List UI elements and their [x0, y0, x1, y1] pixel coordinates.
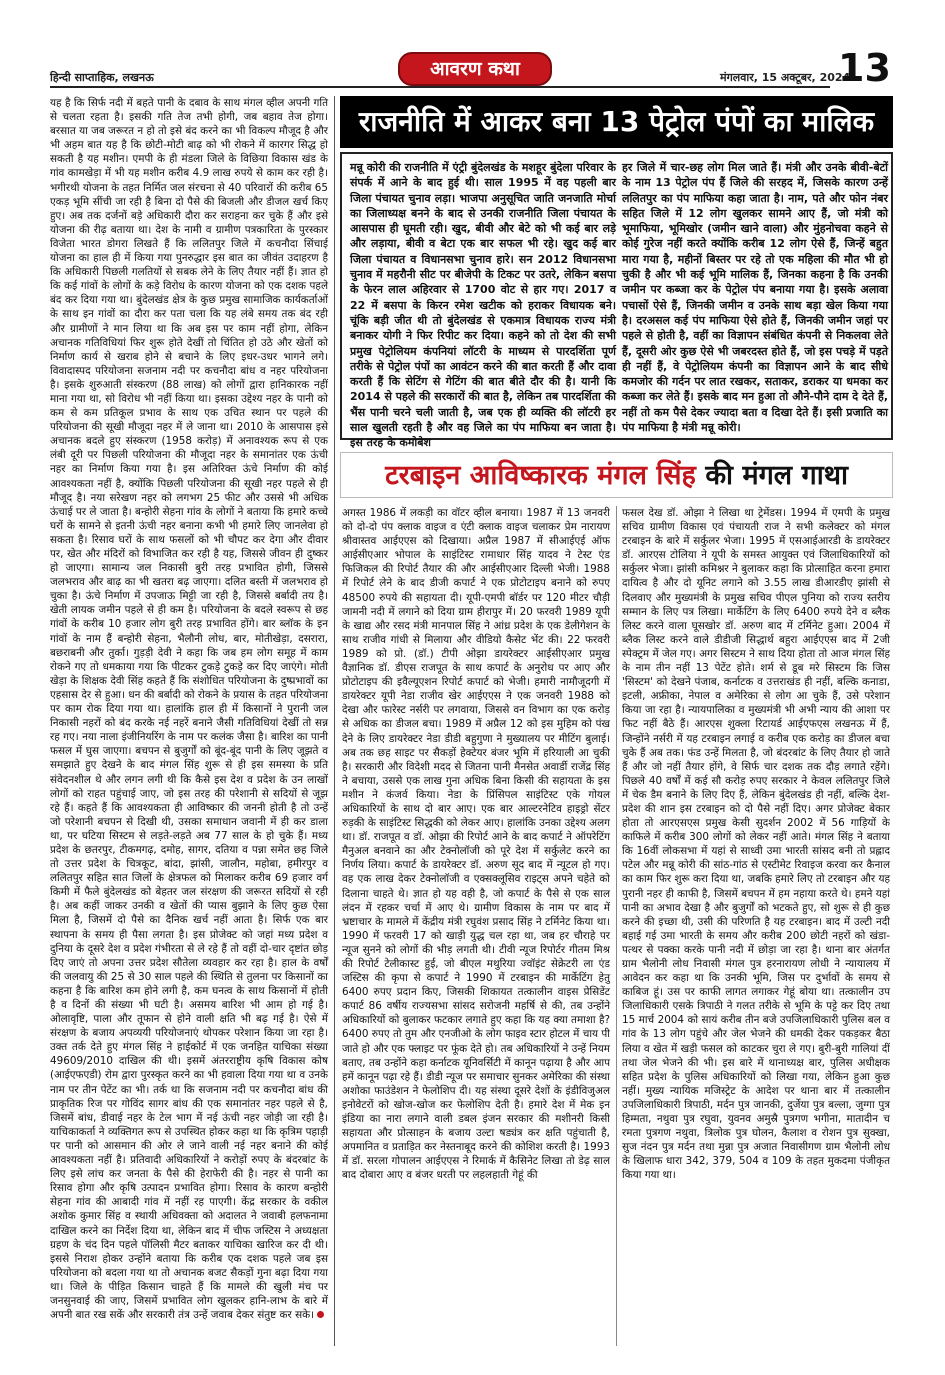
- story2-divider: [616, 506, 617, 1346]
- story1-col1: [350, 160, 616, 450]
- story1-col2-text: हर जिले में चार-छह लोग मिल जाते हैं। मंत्री और उनके बीवी-बेटों के नाम 13 पेट्रोल पंप हैं जिले की सरहद में, जिसके कारण उन्हें ललितपुर का पंप माफिया कहा जाता है। नाम, पते और फोन नंबर सहित जिले में 12 लोग खुलकर सामने आए हैं, जो मंत्री को भूमाफिया, भूमिखोर (जमीन खाने वाला) और मुंहनोचवा कहने से कोई गुरेज नहीं करते क्योंकि करीब 12 लोग ऐसे हैं, जिन्हें बहुत मारा गया है, महीनों बिस्तर पर रहे तो एक महिला की मौत भी हो चुकी है और भी कई भूमि मालिक हैं, जिनका कहना है कि उनकी जमीन पर कब्जा कर के पेट्रोल पंप बनाया गया है। इसके अलावा पचासों ऐसे हैं, जिनकी जमीन व उनके साथ बड़ा खेल किया गया है। दरअसल कई पंप माफिया ऐसे होते हैं, जिनकी जमीन जहां पर पहले से होती है, वहीं का विज्ञापन संबंधित कंपनी से निकलवा लेते हैं, दूसरी ओर कुछ ऐसे भी जबरदस्त होते हैं, जो इस पचड़े में पड़ते ही नहीं हैं, वे पेट्रोलियम कंपनी का विज्ञापन आने के बाद सीधे कमजोर की गर्दन पर लात रखकर, सताकर, डराकर या धमका कर कब्जा कर लेते हैं। इसके बाद मन हुआ तो औने-पौने दाम दे देते हैं, नहीं तो कम पैसे देकर ज्यादा बता व दिखा देते हैं। इसी प्रजाति का पंप माफिया है मंत्री मन्नू कोरी।: [622, 161, 888, 435]
- story2-col1: [342, 506, 610, 1346]
- story2-headline-part2: की मंगल गाथा: [705, 460, 848, 491]
- section-badge: आवरण कथा: [398, 52, 552, 86]
- story2-headline: [340, 452, 893, 498]
- story1-col1-text: मन्नू कोरी की राजनीति में एंट्री बुंदेलखंड के मशहूर बुंदेला परिवार के संपर्क में आने के बाद हुई थी। साल 1995 में वह पहली बार जिला पंचायत चुनाव लड़ा। भाजपा अनुसूचित जाति जनजाति मोर्चा का जिलाध्यक्ष बनने के बाद से उनकी राजनीति जिला पंचायत के आसपास ही घूमती रही। खुद, बीवी और बेटे को भी कई बार लड़े और लड़ाया, बीवी व बेटा एक बार सफल भी रहे। खुद कई बार जिला पंचायत व विधानसभा चुनाव हारे। सन 2012 विधानसभा चुनाव में महरौनी सीट पर बीजेपी के टिकट पर उतरे, लेकिन बसपा के फेरन लाल अहिरवार से 1700 वोट से हार गए। 2017 व 22 में बसपा के किरन रमेश खटीक को हराकर विधायक बने। चूंकि बड़ी जीत थी तो बुंदेलखंड से एकमात्र विधायक राज्य मंत्री बनाकर योगी ने फिर रिपीट कर दिया। कहने को तो देश की सभी प्रमुख पेट्रोलियम कंपनियां लॉटरी के माध्यम से पारदर्शिता पूर्ण तरीके से पेट्रोल पंपों का आवंटन करने की बात करती हैं और दावा करती हैं कि सेटिंग से गेटिंग की बात बीते दौर की है। यानी कि 2014 से पहले की सरकारों की बात है, लेकिन तब पारदर्शिता की भैंस पानी चरने चली जाती है, जब एक ही व्यक्ति की लॉटरी हर साल खुलती रहती है और वह जिले का पंप माफिया बन जाता है। इस तरह के कमोबेश: [350, 161, 616, 450]
- publication-label: हिन्दी साप्ताहिक, लखनऊ: [50, 71, 154, 84]
- story1-headline: राजनीति में आकर बना 13 पेट्रोल पंपों का मालिक: [340, 96, 893, 148]
- page-number: 13: [838, 46, 891, 90]
- masthead: [0, 0, 945, 88]
- story2-col2: [622, 506, 890, 1346]
- masthead-rule: [50, 86, 830, 88]
- left-column-text: यह है कि सिर्फ नदी में बहते पानी के दबाव के साथ मंगल व्हील अपनी गति से चलता रहता है। इसकी गति तेज तभी होगी, जब बहाव तेज होगा। बरसात या जब जरूरत न हो तो इसे बंद करने का भी विकल्प मौजूद है और भी अहम बात यह है कि छोटी-मोटी बाढ़ को भी रोकने में कारगर सिद्ध हो सकती है यह मशीन। एमपी के ही मंडला जिले के विछिया विकास खंड के गांव कामखेड़ा में भी यह मशीन करीब 4.9 लाख रुपये से काम कर रही है। भगीरथी योजना के तहत निर्मित जल संरचना से 40 परिवारों की करीब 65 एकड़ भूमि सींची जा रही है बिना दो पैसे की बिजली और डीजल खर्च किए हुए। अब तक दर्जनों बड़े अधिकारी दौरा कर सराहना कर चुके हैं और इसे योजना की रीढ़ बताया था। देश के नामी व ग्रामीण पत्रकारिता के पुरस्कार विजेता भारत डोगरा लिखते हैं कि ललितपुर जिले में कचनौदा सिंचाई योजना का हाल ही में किया गया पुनरुद्धार इस बात का जीवंत उदाहरण है कि अधिकारी पिछली गलतियों से सबक लेने के लिए तैयार नहीं हैं। ज्ञात हो कि कई गांवों के लोगों के कड़े विरोध के कारण योजना को एक दशक पहले बंद कर दिया गया था। बुंदेलखंड क्षेत्र के कुछ प्रमुख सामाजिक कार्यकर्ताओं के साथ इन गांवों का दौरा कर पता चला कि यह लंबे समय तक बंद रही और ग्रामीणों ने मान लिया था कि अब इस पर काम नहीं होगा, लेकिन अचानक गतिविधियां फिर शुरू होते देखीं तो चिंतित हो उठे और खेतों को निर्माण कार्य से खराब होने से बचाने के लिए इधर-उधर भागने लगे। विवादास्पद परियोजना सजनाम नदी पर कचनौदा बांध व नहर परियोजना है। इसके शुरुआती संस्करण (88 लाख) को लोगों द्वारा हानिकारक नहीं माना गया था, सो विरोध भी नहीं किया था। इसका उद्देश्य नहर के पानी को कम से कम प्रतिकूल प्रभाव के साथ एक उचित स्थान पर पहले की परियोजना की सूखी मौजूदा नहर में ले जाना था। 2010 के आसपास इसे अचानक बदले हुए संस्करण (1958 करोड़) में अनावश्यक रूप से एक लंबी दूरी पर पिछली परियोजना की मौजूदा नहर के समानांतर एक ऊंची नहर का निर्माण किया गया है। इस अतिरिक्त ऊंचे निर्माण की कोई आवश्यकता नहीं है, क्योंकि पिछली परियोजना की सूखी नहर पहले से ही मौजूद है। नया सरेखण नहर को लगभग 25 फीट और उससे भी अधिक ऊंचाई पर ले जाता है। बन्होरी सेहना गांव के लोगों ने बताया कि हमारे कच्चे घरों के सामने से इतनी ऊंची नहर बनाना कभी भी हमारे लिए जानलेवा हो सकता है। रिसाव घरों के साथ फसलों को भी चौपट कर देगा और दीवार पर, खेत और मंदिरों को विभाजित कर रही है यह, जिससे जीवन ही दुष्कर हो जाएगा। सामान्य जल निकासी बुरी तरह प्रभावित होगी, जिससे जलभराव और बाढ़ का भी खतरा बढ़ जाएगा। दलित बस्ती में जलभराव हो चुका है। ऊंचे निर्माण में उपजाऊ मिट्टी जा रही है, जिससे बर्बादी तय है। खेती लायक जमीन पहले से ही कम है। परियोजना के बदले स्वरूप से छह गांवों के करीब 10 हजार लोग बुरी तरह प्रभावित होंगे। बार ब्लॉक के इन गांवों के नाम हैं बन्होरी सेहना, भैलौनी लोध, बार, मोतीखेड़ा, दसरारा, बछराबनी और तुर्का। गुड़ड़ी देवी ने कहा कि जब हम लोग समूह में काम रोकने गए तो धमकाया गया कि पीटकर टुकड़े टुकड़े कर दिए जाएंगे। मोती खेड़ा के शिक्षक देवी सिंह कहते हैं कि संशोधित परियोजना के दुष्प्रभावों का एहसास देर से हुआ। धन की बर्बादी को रोकने के प्रयास के तहत परियोजना पर काम रोक दिया गया था। हालांकि हाल ही में किसानों ने पुरानी जल निकासी नहरों को बंद करके नई नहरें बनाने जैसी गतिविधियां देखीं तो सन्न रह गए। नया नाला इंजीनियरिंग के नाम पर कलंक जैसा है। बारिश का पानी फसल में घुस जाएगा। बचपन से बुजुर्गों को बूंद-बूंद पानी के लिए जूझते व समझाते हुए देखने के बाद मंगल सिंह शुरू से ही इस समस्या के प्रति संवेदनशील थे और लगन लगी थी कि कैसे इस देश व प्रदेश के उन लाखों लोगों को राहत पहुंचाई जाए, जो इस तरह की परेशानी से सदियों से जूझ रहे हैं। कहते हैं कि आवश्यकता ही आविष्कार की जननी होती है तो उन्हें जो परेशानी बचपन से दिखी थी, उसका समाधान जवानी में ही कर डाला था, पर घटिया सिस्टम से लड़ते-लड़ते अब 77 साल के हो चुके हैं। मध्य प्रदेश के छतरपुर, टीकमगढ़, दमोह, सागर, दतिया व पन्ना समेत छह जिले तो उत्तर प्रदेश के चित्रकूट, बांदा, झांसी, जालौन, महोबा, हमीरपुर व ललितपुर सहित सात जिलों के क्षेत्रफल को मिलाकर करीब 69 हजार वर्ग किमी में फैले बुंदेलखंड को बेहतर जल संरक्षण की जरूरत सदियों से रही है। अब कहीं जाकर उनकी व खेतों की प्यास बुझाने के लिए कुछ ऐसा मिला है, जिसमें दो पैसे का दैनिक खर्च नहीं आता है। सिर्फ एक बार स्थापना के समय ही पैसा लगता है। इस प्रोजेक्ट को जहां मध्य प्रदेश व दुनिया के दूसरे देश व प्रदेश गंभीरता से ले रहे हैं तो वहीं दो-चार दृष्टांत छोड़ दिए जाएं तो अपना उत्तर प्रदेश सौतेला व्यवहार कर रहा है। हाल के वर्षों की जलवायु की 25 से 30 साल पहले की स्थिति से तुलना पर किसानों का कहना है कि बारिश कम होने लगी है, कम घनत्व के साथ किसानों में होती है व दिनों की संख्या भी घटी है। असमय बारिश भी आम हो गई है। ओलावृष्टि, पाला और तूफान से होने वाली क्षति भी बढ़ गई है। ऐसे में संरक्षण के बजाय अपव्ययी परियोजनाएं थोपकर परेशान किया जा रहा है। उक्त तर्क देते हुए मंगल सिंह ने हाईकोर्ट में एक जनहित याचिका संख्या 49609/2010 दाखिल की थी। इसमें अंतरराष्ट्रीय कृषि विकास कोष (आईएफएडी) रोम द्वारा पुरस्कृत करने का भी हवाला दिया गया था व उनके नाम पर तीन पेटेंट का भी। तर्क था कि सजनाम नदी पर कचनौदा बांध की प्राकृतिक रिज पर गोविंद सागर बांध की एक समानांतर नहर पहले से है, जिसमें बांध, डीवाई नहर के टेल भाग में नई ऊंची नहर जोड़ी जा रही है। याचिकाकर्ता ने व्यक्तिगत रूप से उपस्थित होकर कहा था कि कृत्रिम पहाड़ी पर पानी को आसमान की ओर ले जाने वाली नई नहर बनाने की कोई आवश्यकता नहीं है। प्रतिवादी अधिकारियों ने करोड़ों रुपए के बंदरबांट के लिए इसे लांच कर जनता के पैसे की हेराफेरी की है। नहर से पानी का रिसाव होगा और कृषि उत्पादन प्रभावित होगा। रिसाव के कारण बन्होरी सेहना गांव की आबादी गांव में नहीं रह पाएगी। केंद्र सरकार के वकील अशोक कुमार सिंह व स्थायी अधिवक्ता को अदालत ने जवाबी हलफनामा दाखिल करने का निर्देश दिया था, लेकिन बाद में चीफ जस्टिस ने अध्यक्षता ग्रहण के चंद दिन पहले पॉलिसी मैटर बताकर याचिका खारिज कर दी थी। इससे निराश होकर उन्होंने बताया कि करीब एक दशक पहले जब इस परियोजना को बदला गया था तो अचानक बजट सैकड़ों गुना बढ़ा दिया गया था। जिले के पीड़ित किसान चाहते हैं कि मामले की खुली मंच पर जनसुनवाई की जाए, जिसमें प्रभावित लोग खुलकर हानि-लाभ के बारे में अपनी बात रख सकें और सरकारी तंत्र उन्हें जवाब देकर संतुष्ट कर सके।: [50, 97, 328, 1322]
- story2-col1-text: अगस्त 1986 में लकड़ी का वॉटर व्हील बनाया। 1987 में 13 जनवरी को दो-दो पंप क्लाक वाइज व एंटी क्लाक वाइज चलाकर प्रेम नारायण श्रीवास्तव आईएएस को दिखाया। अप्रैल 1987 में सीआईएई ऑफ आईसीएआर भोपाल के साइंटिस्ट रामाधार सिंह यादव ने टेस्ट एंड फिजिकल की रिपोर्ट तैयार की और आईसीएआर दिल्ली भेजी। 1988 में रिपोर्ट लेने के बाद डीजी कपार्ट ने एक प्रोटोटाइप बनाने को रुपए 48500 रुपये की सहायता दी। यूपी-एमपी बॉर्डर पर 120 मीटर चौड़ी जामनी नदी में लगाने को दिया ग्राम हीरापुर में। 20 फरवरी 1989 यूपी के खाद्य और रसद मंत्री मानपाल सिंह ने आंध्र प्रदेश के एक डेलीगेशन के साथ राजीव गांधी से मिलाया और वीडियो कैसेट भेंट की। 22 फरवरी 1989 को प्रो. (डॉ.) टीपी ओझा डायरेक्टर आईसीएआर प्रमुख वैज्ञानिक डॉ. डीएस राजपूत के साथ कपार्ट के अनुरोध पर आए और प्रोटोटाइप की इवैल्यूएशन रिपोर्ट कपार्ट को भेजी। हमारी नामौजूदगी में डायरेक्टर यूपी नेडा राजीव खेर आईएएस ने एक जनवरी 1988 को देखा और फारेस्ट नर्सरी पर लगवाया, जिससे वन विभाग का एक करोड़ से अधिक का डीजल बचा। 1989 में अप्रैल 12 को इस मुहिम को पंख देने के लिए डायरेक्टर नेडा डीडी बहुगुणा ने मुख्यालय पर मीटिंग बुलाई। अब तक छह साइट पर सैकड़ों हेक्टेयर बंजर भूमि में हरियाली आ चुकी है। सरकारी और विदेशी मदद से जितना पानी मैनसेत अवार्डी राजेंद्र सिंह ने बचाया, उससे एक लाख गुना अधिक बिना किसी की सहायता के इस मशीन ने कंजर्व किया। नेडा के प्रिंसिपल साइंटिस्ट एके गोयल अधिकारियों के साथ दो बार आए। एक बार आल्टरनेटिव हाइड्रो सेंटर रुड़की के साइंटिस्ट सिद्धकी को लेकर आए। हालांकि उनका उद्देश्य अलग था। डॉ. राजपूत व डॉ. ओझा की रिपोर्ट आने के बाद कपार्ट ने ऑपरेटिंग मैनुअल बनवाने का और टेक्नोलॉजी को पूरे देश में सर्कुलेट करने का निर्णय लिया। कपार्ट के डायरेक्टर डॉ. अरुण सूद बाद में न्यूटल हो गए। वह एक लाख देकर टेक्नोलॉजी व एक्सक्लूसिव राइट्स अपने चहेते को दिलाना चाहते थे। ज्ञात हो यह वही है, जो कपार्ट के पैसे से एक साल लंदन में रहकर चर्चा में आए थे। ग्रामीण विकास के नाम पर बाद में भ्रष्टाचार के मामले में केंद्रीय मंत्री रघुवंश प्रसाद सिंह ने टर्मिनेट किया था। 1990 में फरवरी 17 को खाड़ी युद्ध चल रहा था, जब हर चौराहे पर न्यूज सुनने को लोगों की भीड़ लगती थी। टीवी न्यूज रिपोर्टर गीतम मिश्र की रिपोर्ट टेलीकास्ट हुई, जो बीएल मथुरिया ज्वॉइंट सेक्रेटरी ला एंड जस्टिस की कृपा से कपार्ट ने 1990 में टरबाइन की मार्केटिंग हेतु 6400 रुपए प्रदान किए, जिसकी शिकायत तत्कालीन वाइस प्रेसिडेंट कपार्ट 86 वर्षीय राज्यसभा सांसद सरोजनी महर्षि से की, तब उन्होंने अधिकारियों को बुलाकर फटकार लगाते हुए कहा कि यह क्या तमाशा है? 6400 रुपए तो तुम और एनजीओ के लोग फाइव स्टार होटल में चाय पी जाते हो और एक फ्लाइट पर फूंक देते हो। तब अधिकारियों ने उन्हें नियम बताए, तब उन्होंने कहा कर्नाटक यूनिवर्सिटी में कानून पढ़ाया है और आप हमें कानून पढ़ा रहे हैं। डीडी न्यूज पर समाचार सुनकर अमेरिका की संस्था अशोका फाउंडेशन ने फेलोशिप दी। यह संस्था दूसरे देशों के इंडीविजुअल इनोवेटरों को खोज-खोज कर फेलोशिप देती है। हमारे देश में मेक इन इंडिया का नारा लगाने वाली डबल इंजन सरकार की मशीनरी किसी सहायता और प्रोत्साहन के बजाय उल्टा षड्यंत्र कर क्षति पहुंचाती है, अपमानित व प्रताड़ित कर नेस्तनाबूद करने की कोशिश करती है। 1993 में डॉ. सरला गोपालन आईएएस ने रिमार्क में कैसिनेट लिखा तो डेढ़ साल बाद दोबारा आए व बंजर धरती पर लहलहाती गेहूं की: [342, 507, 610, 1182]
- column-divider: [334, 96, 335, 1346]
- story2-col2-text: फसल देख डॉ. ओझा ने लिखा था ट्रेमेंडस। 1994 में एमपी के प्रमुख सचिव ग्रामीण विकास एवं पंचायती राज ने सभी कलेक्टर को मंगल टरबाइन के बारे में सर्कुलर भेजा। 1995 में एसआईआरडी के डायरेक्टर डॉ. आरएस टोलिया ने यूपी के समस्त आयुक्त एवं जिलाधिकारियों को सर्कुलर भेजा। झांसी कमिश्नर ने बुलाकर कहा कि प्रोत्साहित करना हमारा दायित्व है और दो यूनिट लगाने को 3.55 लाख डीआरडीए झांसी से दिलवाए और मुख्यमंत्री के प्रमुख सचिव पीएल पुनिया को राज्य स्तरीय सम्मान के लिए पत्र लिखा। मार्केटिंग के लिए 6400 रुपये देने व ब्लैक लिस्ट करने वाला घूसखोर डॉ. अरुण बाद में टर्मिनेट हुआ। 2004 में ब्लैक लिस्ट करने वाले डीडीजी सिद्धार्थ बहुरा आईएएस बाद में 2जी स्पेक्ट्रम में जेल गए। अगर सिस्टम ने साथ दिया होता तो आज मंगल सिंह के नाम तीन नहीं 13 पेटेंट होते। शर्म से डूब मरे सिस्टम कि जिस 'सिस्टम' को देखने पंजाब, कर्नाटक व उत्तराखंड ही नहीं, बल्कि कनाडा, इटली, अफ्रीका, नेपाल व अमेरिका से लोग आ चुके हैं, उसे परेशान किया जा रहा है। न्यायपालिका व मुख्यमंत्री भी अभी न्याय की आशा पर फिट नहीं बैठे हैं। आरएस शुक्ला रिटायर्ड आईएफएस लखनऊ में हैं, जिन्होंने नर्सरी में यह टरबाइन लगाई व करीब एक करोड़ का डीजल बचा चुके हैं अब तक। फंड उन्हें मिलता है, जो बंदरबांट के लिए तैयार हो जाते हैं और जो नहीं तैयार होंगे, वे सिर्फ चार दशक तक दौड़ लगाते रहेंगे। पिछले 40 वर्षों में कई सौ करोड़ रुपए सरकार ने केवल ललितपुर जिले में चेक डैम बनाने के लिए दिए हैं, लेकिन बुंदेलखंड ही नहीं, बल्कि देश-प्रदेश की शान इस टरबाइन को दो पैसे नहीं दिए। अगर प्रोजेक्ट बेकार होता तो आरएसएस प्रमुख केसी सुदर्शन 2002 में 56 गाड़ियों के काफिले में करीब 300 लोगों को लेकर नहीं आते। मंगल सिंह ने बताया कि 16वीं लोकसभा में यहां से साध्वी उमा भारती सांसद बनी तो प्रह्लाद पटेल और मन्नू कोरी की सांठ-गांठ से एस्टीमेट रिवाइज करवा कर कैनाल का काम फिर शुरू करा दिया था, जबकि हमारे लिए तो टरबाइन और यह पुरानी नहर ही काफी है, जिसमें बचपन में हम नहाया करते थे। हमने यहां पानी का अभाव देखा है और बुजुर्गों को भटकते हुए, सो शुरू से ही कुछ करने की इच्छा थी, उसी की परिणति है यह टरबाइन। बाद में उल्टी नदी बहाई गई उमा भारती के समय और करीब 200 छोटी नहरों को खंडा-पत्थर से पक्का करके पानी नदी में छोड़ा जा रहा है। थाना बार अंतर्गत ग्राम भैलोनी लोध निवासी मंगल पुत्र हरनारायण लोधी ने न्यायालय में आवेदन कर कहा था कि उनकी भूमि, जिस पर दुर्भावों के समय से काबिज हूं। उस पर काफी लागत लगाकर गेहूं बोया था। तत्कालीन उप जिलाधिकारी एसके त्रिपाठी ने गलत तरीके से भूमि के पट्टे कर दिए तथा 15 मार्च 2004 को सायं करीब तीन बजे उपजिलाधिकारी पुलिस बल व गांव के 13 लोग पहुंचे और जेल भेजने की धमकी देकर पकड़कर बैठा लिया व खेत में खड़ी फसल को काटकर चुरा ले गए। बुरी-बुरी गालियां दीं तथा जेल भेजने की भी। इस बारे में थानाध्यक्ष बार, पुलिस अधीक्षक सहित प्रदेश के पुलिस अधिकारियों को लिखा गया, लेकिन हुआ कुछ नहीं। मुख्य न्यायिक मजिस्ट्रेट के आदेश पर थाना बार में तत्कालीन उपजिलाधिकारी त्रिपाठी, मर्दन पुत्र जानकी, दुर्जेया पुत्र बल्ला, जुग्गा पुत्र हिम्मता, नथुवा पुत्र रघुवा, युवनव अमुस्रै पुत्रगण भगीना, मातादीन च रमता पुत्रगण नथुवा, त्रिलोक पुत्र घोलन, कैलाश व रोशन पुत्र सुक्खा, सुज नंदन पुत्र मर्दन तथा मुन्ना पुत्र अजात निवासीगण ग्राम भैलोनी लोध के खिलाफ धारा 342, 379, 504 व 109 के तहत मुकदमा पंजीकृत किया गया था।: [622, 507, 890, 1182]
- story1-col2: [622, 160, 888, 436]
- end-mark-icon: [317, 1311, 324, 1318]
- left-column-article: [50, 96, 328, 1346]
- issue-date: मंगलवार, 15 अक्टूबर, 2024: [720, 71, 851, 84]
- story1-box: [340, 152, 893, 450]
- story2-headline-part1: टरबाइन आविष्कारक मंगल सिंह: [385, 460, 696, 491]
